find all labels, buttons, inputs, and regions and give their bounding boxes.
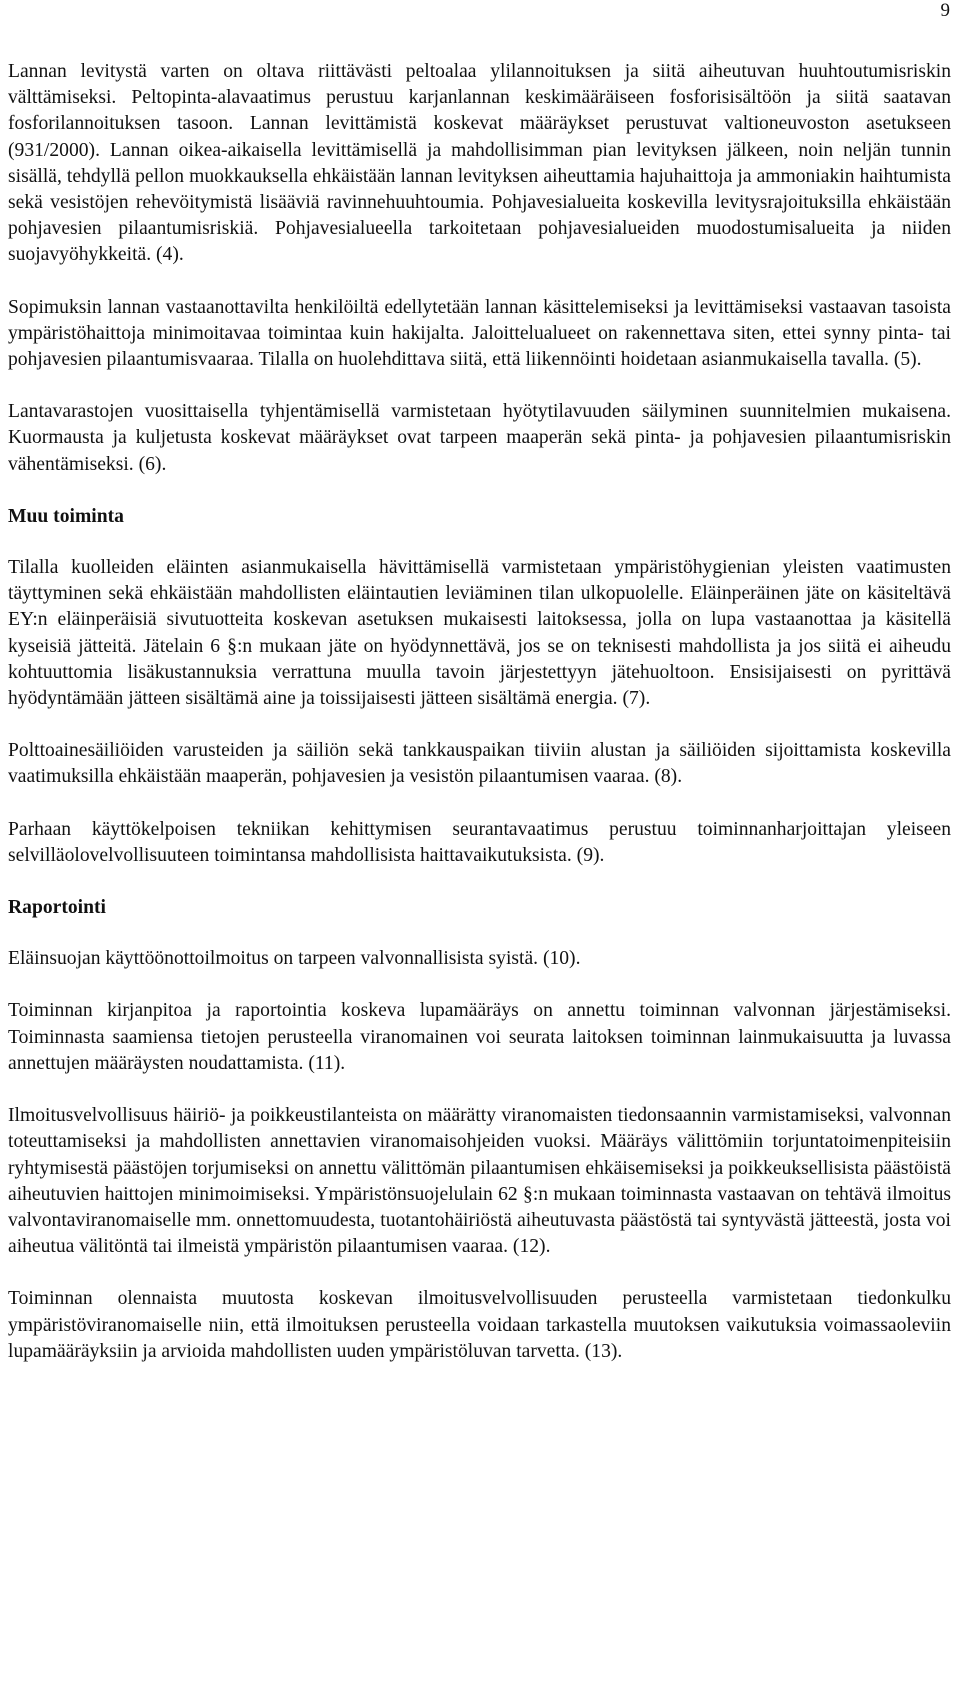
paragraph-change-notification: Toiminnan olennaista muutosta koskevan ilmoitusvelvollisuuden perusteella varmistetaan tiedonkulku ympäristöviranomaiselle niin, että ilmoituksen perusteella voidaan tarkastella muutoksen vaikutuksia voimassaoleviin lupamääräyksiin ja arvioida mahdollisten uuden ympäristöluvan tarvetta. (13). [8, 1288, 951, 1362]
paragraph-commissioning-notice: Eläinsuojan käyttöönottoilmoitus on tarpeen valvonnallisista syistä. (10). [8, 948, 581, 970]
paragraph-manure-spreading: Lannan levitystä varten on oltava riittävästi peltoalaa ylilannoituksen ja siitä aiheutuvan huuhtoutumisriskin välttämiseksi. Peltopinta-alavaatimus perustuu karjanlannan keskimääräiseen fosforisisältöön ja siitä saatavan fosforilannoituksen tasoon. Lannan levittämistä koskevat määräykset perustuvat valtioneuvoston asetukseen (931/2000). Lannan oikea-aikaisella levittämisellä ja mahdollisimman pian levityksen jälkeen, noin neljän tunnin sisällä, tehdyllä pellon muokkauksella ehkäistään lannan levityksen aiheuttamia hajuhaittoja ja ammoniakin haihtumista sekä vesistöjen rehevöitymistä lisääviä ravinnehuuhtoumia. Pohjavesialueita koskevilla levitysrajoituksilla ehkäistään pohjavesien pilaantumisriskiä. Pohjavesialueella tarkoitetaan pohjavesialueiden muodostumisalueita ja niiden suojavyöhykkeitä. (4). [8, 61, 951, 266]
paragraph-contracts: Sopimuksin lannan vastaanottavilta henkilöiltä edellytetään lannan käsittelemiseksi ja levittämiseksi vastaavan tasoista ympäristöhaittoja minimoitavaa toimintaa kuin hakijalta. Jaloittelualueet on rakennettava siten, ettei synny pinta- tai pohjavesien pilaantumisvaaraa. Tilalla on huolehdittava siitä, että liikennöinti hoidetaan asianmukaisella tavalla. (5). [8, 296, 951, 371]
paragraph-bat-monitoring: Parhaan käyttökelpoisen tekniikan kehittymisen seurantavaatimus perustuu toiminnanharjoittajan yleiseen selvilläolovelvollisuuteen toimintansa mahdollisista haittavaikutuksista. (9). [8, 818, 951, 866]
paragraph-record-keeping: Toiminnan kirjanpitoa ja raportointia koskeva lupamääräys on annettu toiminnan valvonnan järjestämiseksi. Toiminnasta saamiensa tietojen perusteella viranomainen voi seurata laitoksen toiminnan lainmukaisuutta ja luvassa annettujen määräysten noudattamista. (11). [8, 1000, 951, 1074]
paragraph-dead-animals: Tilalla kuolleiden eläinten asianmukaisella hävittämisellä varmistetaan ympäristöhygienian yleisten vaatimusten täyttyminen sekä ehkäistään mahdollisten eläintautien leviäminen tilan ulkopuolelle. Eläinperäinen jäte on käsiteltävä EY:n eläinperäisiä sivutuotteita koskevan asetuksen mukaisesti laitoksessa, jolla on lupa vastaanottaa ja käsitellä kyseisiä jätteitä. Jätelain 6 §:n mukaan jäte on hyödynnettävä, jos se on teknisesti mahdollista ja jos siitä ei aiheudu kohtuuttomia lisäkustannuksia verrattuna muulla tavoin järjestettyyn jätehuoltoon. Ensisijaisesti on pyrittävä hyödyntämään jätteen sisältämä aine ja toissijaisesti jätteen sisältämä energia. (7). [8, 557, 951, 710]
section-heading-other-activities: Muu toiminta [8, 505, 124, 527]
document-body [8, 59, 951, 1391]
paragraph-incident-reporting: Ilmoitusvelvollisuus häiriö- ja poikkeustilanteista on määrätty viranomaisten tiedonsaannin varmistamiseksi, valvonnan toteuttamiseksi ja mahdollisten annettavien viranomaisohjeiden vuoksi. Määräys välittömiin torjuntatoimenpiteisiin ryhtymisestä päästöjen torjumiseksi on annettu välittömän pilaantumisen ehkäisemiseksi ja poikkeuksellisista päästöistä aiheutuvien haittojen minimoimiseksi. Ympäristönsuojelulain 62 §:n mukaan toiminnasta vastaavan on tehtävä ilmoitus valvontaviranomaiselle mm. onnettomuudesta, tuotantohäiriöstä aiheutuvasta päästöstä tai syntyvästä jätteestä, josta voi aiheutua välitöntä tai ilmeistä ympäristön pilaantumisen vaaraa. (12). [8, 1105, 951, 1258]
page-number: 9 [940, 0, 950, 21]
section-heading-reporting: Raportointi [8, 897, 106, 919]
paragraph-manure-storage: Lantavarastojen vuosittaisella tyhjentämisellä varmistetaan hyötytilavuuden säilyminen suunnitelmien mukaisena. Kuormausta ja kuljetusta koskevat määräykset ovat tarpeen maaperän sekä pinta- ja pohjavesien pilaantumisriskin vähentämiseksi. (6). [8, 401, 951, 475]
paragraph-fuel-tanks: Polttoainesäiliöiden varusteiden ja säiliön sekä tankkauspaikan tiiviin alustan ja säiliöiden sijoittamista koskevilla vaatimuksilla ehkäistään maaperän, pohjavesien ja vesistön pilaantumisen vaaraa. (8). [8, 740, 951, 788]
